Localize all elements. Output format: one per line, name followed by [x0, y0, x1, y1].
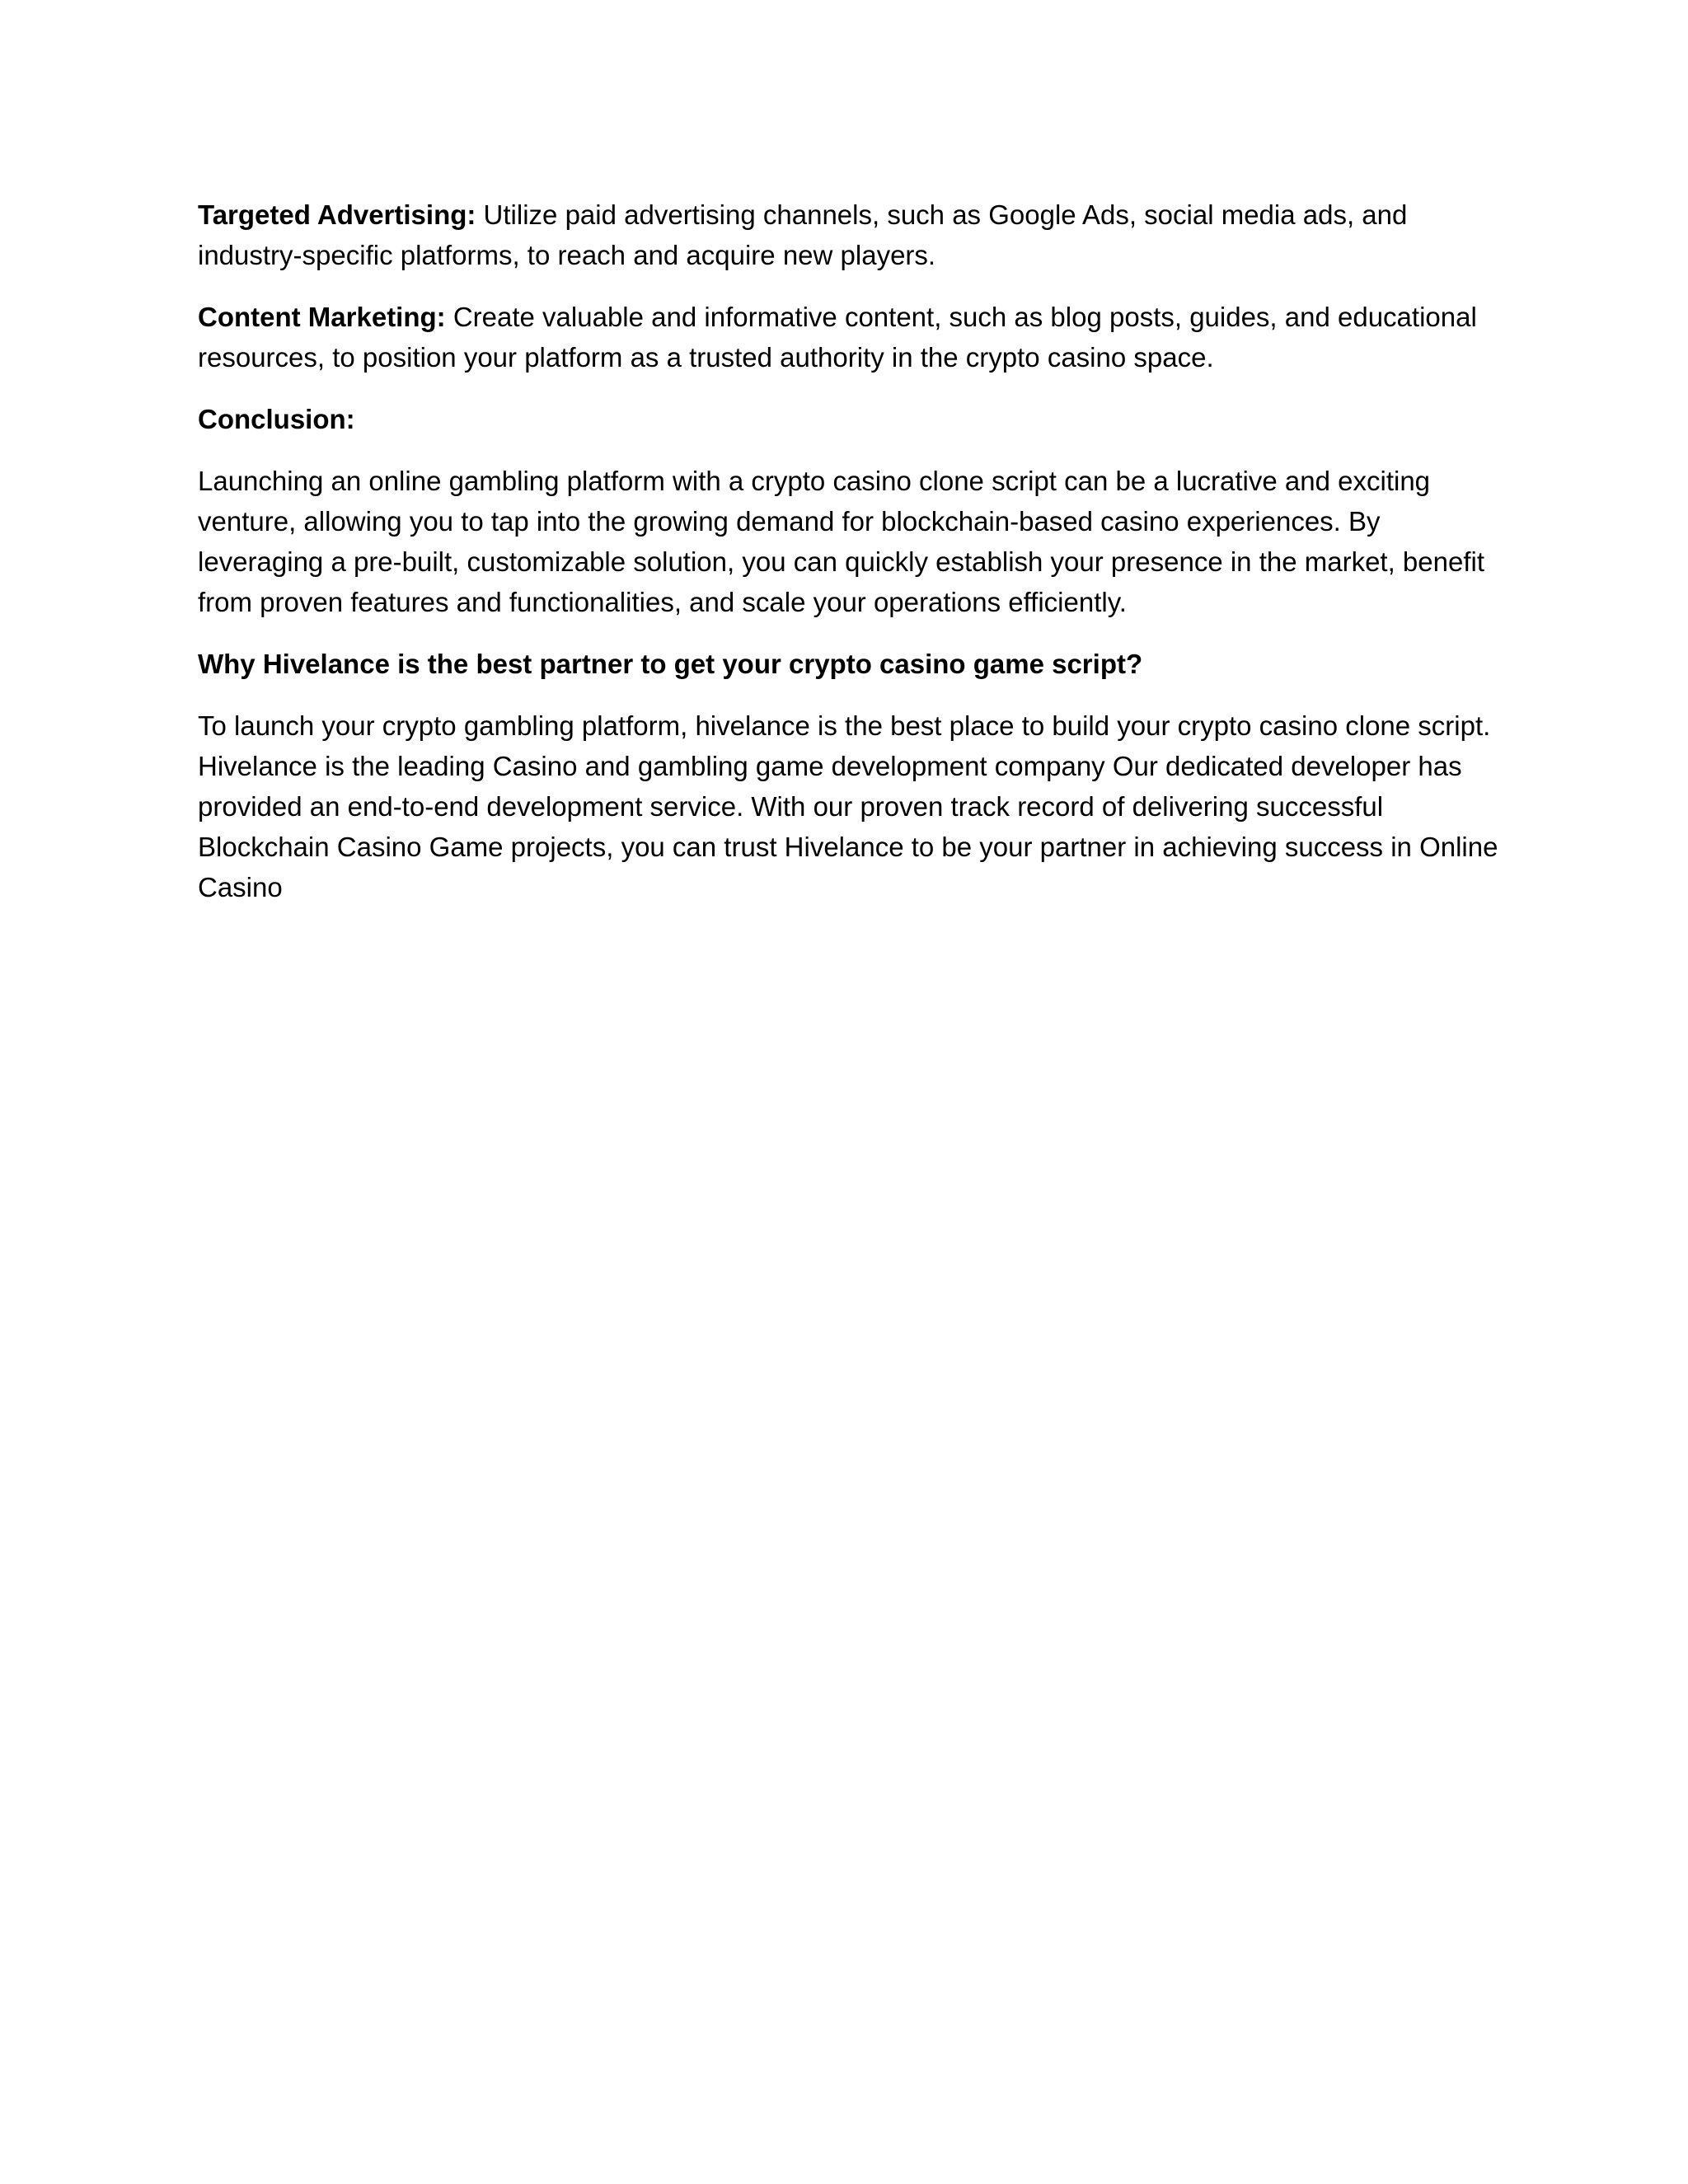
conclusion-heading: Conclusion: — [198, 404, 355, 434]
conclusion-paragraph: Launching an online gambling platform with a crypto casino clone script can be a lucrative and exciting venture, allowing you to tap into the growing demand for blockchain-based casino experiences. By leveraging a pre-built, customizable solution, you can quickly establish your presence in the market, benefit from proven features and functionalities, and scale your operations efficiently. — [198, 466, 1485, 617]
why-hivelance-heading: Why Hivelance is the best partner to get your crypto casino game script? — [198, 649, 1143, 679]
paragraph-lead: Targeted Advertising: — [198, 199, 476, 230]
document-body — [198, 194, 1500, 929]
paragraph-text: Utilize paid advertising channels, such as Google Ads, social media ads, and industry-specific platforms, to reach and acquire new players. — [198, 199, 1408, 270]
paragraph-targeted-advertising — [198, 194, 1500, 275]
paragraph-content-marketing — [198, 297, 1500, 377]
why-hivelance-paragraph: To launch your crypto gambling platform, hivelance is the best place to build your crypto casino clone script. Hivelance is the leading Casino and gambling game development company Our dedicated developer has provided an end-to-end development service. With our proven track record of delivering successful Blockchain Casino Game projects, you can trust Hivelance to be your partner in achieving success in Online Casino — [198, 710, 1498, 902]
paragraph-text: Create valuable and informative content, such as blog posts, guides, and educational resources, to position your platform as a trusted authority in the crypto casino space. — [198, 302, 1477, 373]
paragraph-lead: Content Marketing: — [198, 302, 446, 332]
